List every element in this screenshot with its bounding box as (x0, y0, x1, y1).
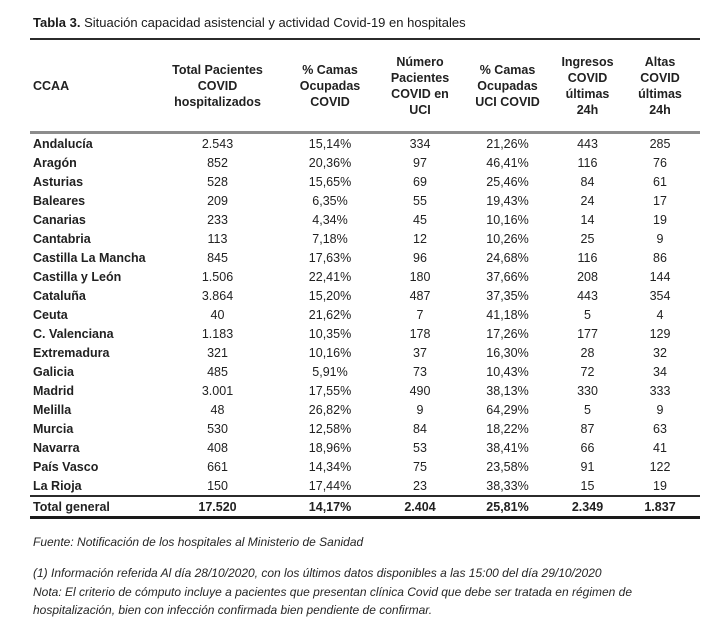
table-cell: 53 (413, 440, 427, 455)
table-cell: 443 (577, 136, 598, 151)
table-cell: 177 (577, 326, 598, 341)
row-label: Navarra (33, 440, 80, 455)
table-cell: 61 (653, 174, 667, 189)
table-cell: 24,68% (486, 250, 529, 265)
table-row (30, 457, 700, 476)
table-cell: 5 (584, 307, 591, 322)
table-cell: 9 (656, 402, 664, 417)
table-cell: 3.001 (201, 383, 234, 398)
table-cell: 2.543 (201, 136, 234, 151)
table-cell: 41,18% (486, 307, 529, 322)
table-cell: 7,18% (312, 231, 348, 246)
row-label: Castilla La Mancha (33, 250, 146, 265)
page-title (33, 14, 700, 31)
table-cell: 4 (656, 307, 664, 322)
table-cell: 15 (580, 478, 595, 493)
table-row (30, 153, 700, 172)
total-row (30, 495, 700, 519)
table-cell: 122 (649, 459, 671, 474)
table-cell: 10,43% (486, 364, 529, 379)
table-cell: 97 (413, 155, 427, 170)
table-cell: 19,43% (486, 193, 529, 208)
row-label: Cataluña (33, 288, 86, 303)
table-cell: 34 (653, 364, 667, 379)
header-label: Ingresos COVID últimas 24h (561, 54, 614, 117)
header-label: % Camas Ocupadas COVID (299, 62, 361, 109)
table-cell: 91 (580, 459, 595, 474)
table-cell: 32 (653, 345, 667, 360)
table-cell: 6,35% (312, 193, 348, 208)
row-label: Aragón (33, 155, 77, 170)
table-cell: 86 (653, 250, 667, 265)
table-cell: 46,41% (486, 155, 529, 170)
header-label: Altas COVID últimas 24h (638, 54, 682, 117)
table-cell: 334 (409, 136, 431, 151)
table-cell: 528 (207, 174, 228, 189)
table-cell: 37,35% (486, 288, 529, 303)
table-row (30, 134, 700, 153)
table-cell: 17,55% (308, 383, 352, 398)
table-cell: 1.183 (201, 326, 234, 341)
table-cell: 330 (577, 383, 598, 398)
header-cell-2 (280, 40, 380, 131)
table-cell: 285 (649, 136, 671, 151)
row-label: Galicia (33, 364, 74, 379)
total-label: Total general (33, 499, 110, 514)
table-cell: 72 (580, 364, 595, 379)
table-cell: 852 (207, 155, 228, 170)
table-cell: 28 (580, 345, 595, 360)
header-cell-0 (30, 40, 155, 131)
table-cell: 14 (580, 212, 595, 227)
table-cell: 116 (577, 155, 598, 170)
table-cell: 84 (580, 174, 595, 189)
table-cell: 21,26% (486, 136, 529, 151)
table-cell: 20,36% (308, 155, 352, 170)
row-label: Extremadura (33, 345, 110, 360)
table-cell: 9 (416, 402, 424, 417)
table-cell: 55 (413, 193, 427, 208)
table-cell: 14,34% (308, 459, 352, 474)
covid-hospital-table (30, 38, 700, 519)
table-cell: 19 (653, 212, 667, 227)
table-cell: 45 (413, 212, 427, 227)
table-cell: 22,41% (308, 269, 352, 284)
footnote-1: (1) Información referida Al día 28/10/2020, con los últimos datos disponibles a las 15:00 del día 29/10/2020 (33, 566, 602, 580)
table-cell: 12 (413, 231, 427, 246)
table-cell: 15,65% (308, 174, 352, 189)
table-cell: 19 (653, 478, 667, 493)
table-cell: 113 (207, 231, 228, 246)
table-row (30, 400, 700, 419)
table-cell: 75 (413, 459, 427, 474)
table-row (30, 381, 700, 400)
table-row (30, 476, 700, 495)
table-cell: 9 (656, 231, 664, 246)
table-cell: 5 (584, 402, 591, 417)
table-cell: 66 (580, 440, 595, 455)
row-label: Melilla (33, 402, 72, 417)
row-label: La Rioja (33, 478, 82, 493)
table-cell: 64,29% (486, 402, 529, 417)
header-label: CCAA (33, 78, 70, 93)
table-footer (33, 533, 703, 620)
table-cell: 1.506 (201, 269, 234, 284)
table-cell: 87 (580, 421, 595, 436)
table-cell: 23 (413, 478, 427, 493)
table-cell: 4,34% (312, 212, 348, 227)
row-label: C. Valenciana (33, 326, 114, 341)
table-cell: 144 (649, 269, 671, 284)
table-cell: 17,44% (308, 478, 352, 493)
table-title-text: Situación capacidad asistencial y actividad Covid-19 en hospitales (80, 15, 466, 30)
header-cell-1 (155, 40, 280, 131)
table-cell: 18,96% (308, 440, 352, 455)
table-cell: 209 (207, 193, 228, 208)
row-label: Ceuta (33, 307, 68, 322)
table-row (30, 419, 700, 438)
row-label: Cantabria (33, 231, 91, 246)
table-cell: 178 (409, 326, 431, 341)
table-row (30, 210, 700, 229)
total-cell: 2.404 (404, 499, 436, 514)
table-row (30, 305, 700, 324)
table-cell: 16,30% (486, 345, 529, 360)
header-cell-4 (460, 40, 555, 131)
table-cell: 38,33% (486, 478, 529, 493)
table-row (30, 172, 700, 191)
table-cell: 233 (207, 212, 228, 227)
total-cell: 25,81% (486, 499, 529, 514)
table-cell: 38,41% (486, 440, 529, 455)
header-cell-5 (555, 40, 620, 131)
table-cell: 37 (413, 345, 427, 360)
table-cell: 41 (653, 440, 667, 455)
table-cell: 12,58% (308, 421, 352, 436)
table-cell: 487 (409, 288, 431, 303)
row-label: Asturias (33, 174, 84, 189)
footnote-2: Nota: El criterio de cómputo incluye a pacientes que presentan clínica Covid que debe ser tratada en régimen de hospitalización, bien con infección confirmada bien pendiente de confirmar. (33, 584, 633, 617)
row-label: Baleares (33, 193, 86, 208)
total-cell: 17.520 (198, 499, 237, 514)
table-cell: 37,66% (486, 269, 529, 284)
table-cell: 24 (580, 193, 595, 208)
table-cell: 17,63% (308, 250, 352, 265)
row-label: Andalucía (33, 136, 93, 151)
source-note: Fuente: Notificación de los hospitales al Ministerio de Sanidad (33, 535, 364, 549)
table-cell: 485 (207, 364, 228, 379)
table-row (30, 286, 700, 305)
total-cell: 2.349 (571, 499, 604, 514)
table-cell: 354 (649, 288, 671, 303)
table-cell: 845 (207, 250, 228, 265)
table-row (30, 324, 700, 343)
table-cell: 150 (207, 478, 228, 493)
table-cell: 321 (207, 345, 228, 360)
table-row (30, 438, 700, 457)
table-row (30, 343, 700, 362)
table-cell: 17,26% (486, 326, 529, 341)
total-cell: 1.837 (644, 499, 676, 514)
table-row (30, 267, 700, 286)
table-cell: 23,58% (486, 459, 529, 474)
table-cell: 17 (653, 193, 667, 208)
table-header-row (30, 40, 700, 134)
table-cell: 530 (207, 421, 228, 436)
header-label: % Camas Ocupadas UCI COVID (475, 62, 540, 109)
table-cell: 76 (653, 155, 667, 170)
table-cell: 84 (413, 421, 427, 436)
table-cell: 661 (207, 459, 228, 474)
table-cell: 10,26% (486, 231, 529, 246)
table-cell: 129 (649, 326, 671, 341)
table-cell: 180 (409, 269, 431, 284)
table-cell: 408 (207, 440, 228, 455)
table-cell: 15,20% (308, 288, 352, 303)
table-row (30, 362, 700, 381)
table-cell: 10,16% (486, 212, 529, 227)
row-label: Canarias (33, 212, 86, 227)
table-cell: 15,14% (308, 136, 352, 151)
table-cell: 38,13% (486, 383, 529, 398)
header-cell-6 (620, 40, 700, 131)
table-cell: 3.864 (201, 288, 234, 303)
table-cell: 333 (649, 383, 671, 398)
table-cell: 10,35% (308, 326, 352, 341)
table-cell: 73 (413, 364, 427, 379)
table-cell: 18,22% (486, 421, 529, 436)
table-cell: 69 (413, 174, 427, 189)
row-label: Madrid (33, 383, 74, 398)
table-cell: 116 (577, 250, 598, 265)
table-cell: 25,46% (486, 174, 529, 189)
table-cell: 26,82% (308, 402, 352, 417)
header-label: Número Pacientes COVID en UCI (390, 54, 450, 117)
header-label: Total Pacientes COVID hospitalizados (172, 62, 263, 109)
table-cell: 96 (413, 250, 427, 265)
total-cell: 14,17% (308, 499, 352, 514)
table-row (30, 191, 700, 210)
table-cell: 208 (577, 269, 598, 284)
table-cell: 63 (653, 421, 667, 436)
row-label: Castilla y León (33, 269, 122, 284)
table-cell: 490 (409, 383, 431, 398)
table-cell: 10,16% (308, 345, 352, 360)
header-cell-3 (380, 40, 460, 131)
row-label: Murcia (33, 421, 74, 436)
table-cell: 443 (577, 288, 598, 303)
table-cell: 7 (416, 307, 424, 322)
table-cell: 5,91% (312, 364, 348, 379)
table-cell: 40 (210, 307, 225, 322)
table-cell: 25 (580, 231, 595, 246)
row-label: País Vasco (33, 459, 99, 474)
table-cell: 21,62% (308, 307, 352, 322)
data-rows (30, 134, 700, 495)
table-row (30, 248, 700, 267)
table-row (30, 229, 700, 248)
table-cell: 48 (210, 402, 225, 417)
table-number-label: Tabla 3. (33, 15, 81, 30)
